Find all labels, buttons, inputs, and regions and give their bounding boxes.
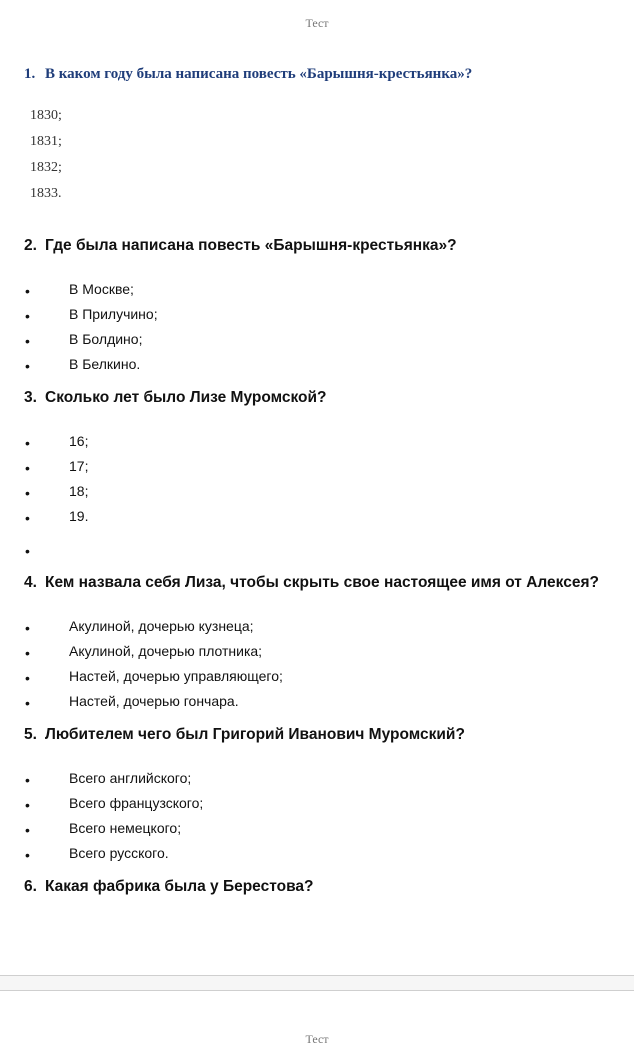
question-3-option-1: 16; [69, 433, 89, 449]
question-5-number: 5. [24, 726, 37, 743]
question-1-text: В каком году была написана повесть «Барышня-крестьянка»? [45, 66, 473, 82]
question-5-option-2: Всего французского; [69, 795, 204, 811]
question-5-title [24, 726, 465, 744]
question-1-number: 1. [24, 66, 36, 82]
question-3-title [24, 389, 327, 407]
question-3-option-2: 17; [69, 458, 89, 474]
question-2-option-3: В Болдино; [69, 331, 143, 347]
question-4-number: 4. [24, 574, 37, 591]
question-5-option-1: Всего английского; [69, 770, 192, 786]
question-1-option-4: 1833. [30, 186, 62, 201]
question-3-number: 3. [24, 389, 37, 406]
question-2-title [24, 237, 457, 255]
bullet-icon [25, 699, 33, 707]
question-2-option-4: В Белкино. [69, 356, 141, 372]
bullet-icon [25, 851, 33, 859]
question-4-option-4: Настей, дочерью гончара. [69, 693, 239, 709]
bullet-icon [25, 776, 33, 784]
question-6-number: 6. [24, 878, 37, 895]
question-4-option-2: Акулиной, дочерью плотника; [69, 643, 263, 659]
question-1-option-3: 1832; [30, 160, 62, 175]
question-6-title [24, 878, 313, 896]
question-5-option-4: Всего русского. [69, 845, 169, 861]
bullet-icon [25, 337, 33, 345]
question-4-text: Кем назвала себя Лиза, чтобы скрыть свое настоящее имя от Алексея? [45, 574, 599, 591]
question-2-number: 2. [24, 237, 37, 254]
bullet-icon [25, 489, 33, 497]
bullet-icon [25, 801, 33, 809]
bullet-icon [25, 547, 33, 555]
bullet-icon [25, 674, 33, 682]
question-3-option-3: 18; [69, 483, 89, 499]
question-1-title [24, 66, 472, 83]
question-3-option-4: 19. [69, 508, 89, 524]
question-1-option-1: 1830; [30, 108, 62, 123]
bullet-icon [25, 514, 33, 522]
question-2-option-1: В Москве; [69, 281, 134, 297]
question-5-option-3: Всего немецкого; [69, 820, 182, 836]
question-2-text: Где была написана повесть «Барышня-крестьянка»? [45, 237, 457, 254]
bullet-icon [25, 464, 33, 472]
question-5-text: Любителем чего был Григорий Иванович Муромский? [45, 726, 465, 743]
question-4-title [24, 574, 599, 592]
page-break-gap [0, 976, 634, 990]
bullet-icon [25, 649, 33, 657]
bullet-icon [25, 624, 33, 632]
question-3-text: Сколько лет было Лизе Муромской? [45, 389, 327, 406]
bullet-icon [25, 362, 33, 370]
page-break-bottom-line [0, 990, 634, 991]
question-4-option-3: Настей, дочерью управляющего; [69, 668, 283, 684]
page-header: Тест [305, 16, 329, 30]
question-1-option-2: 1831; [30, 134, 62, 149]
bullet-icon [25, 287, 33, 295]
question-6-text: Какая фабрика была у Берестова? [45, 878, 314, 895]
question-4-option-1: Акулиной, дочерью кузнеца; [69, 618, 254, 634]
question-2-option-2: В Прилучино; [69, 306, 158, 322]
next-page-header: Тест [305, 1032, 329, 1046]
bullet-icon [25, 826, 33, 834]
bullet-icon [25, 312, 33, 320]
bullet-icon [25, 439, 33, 447]
